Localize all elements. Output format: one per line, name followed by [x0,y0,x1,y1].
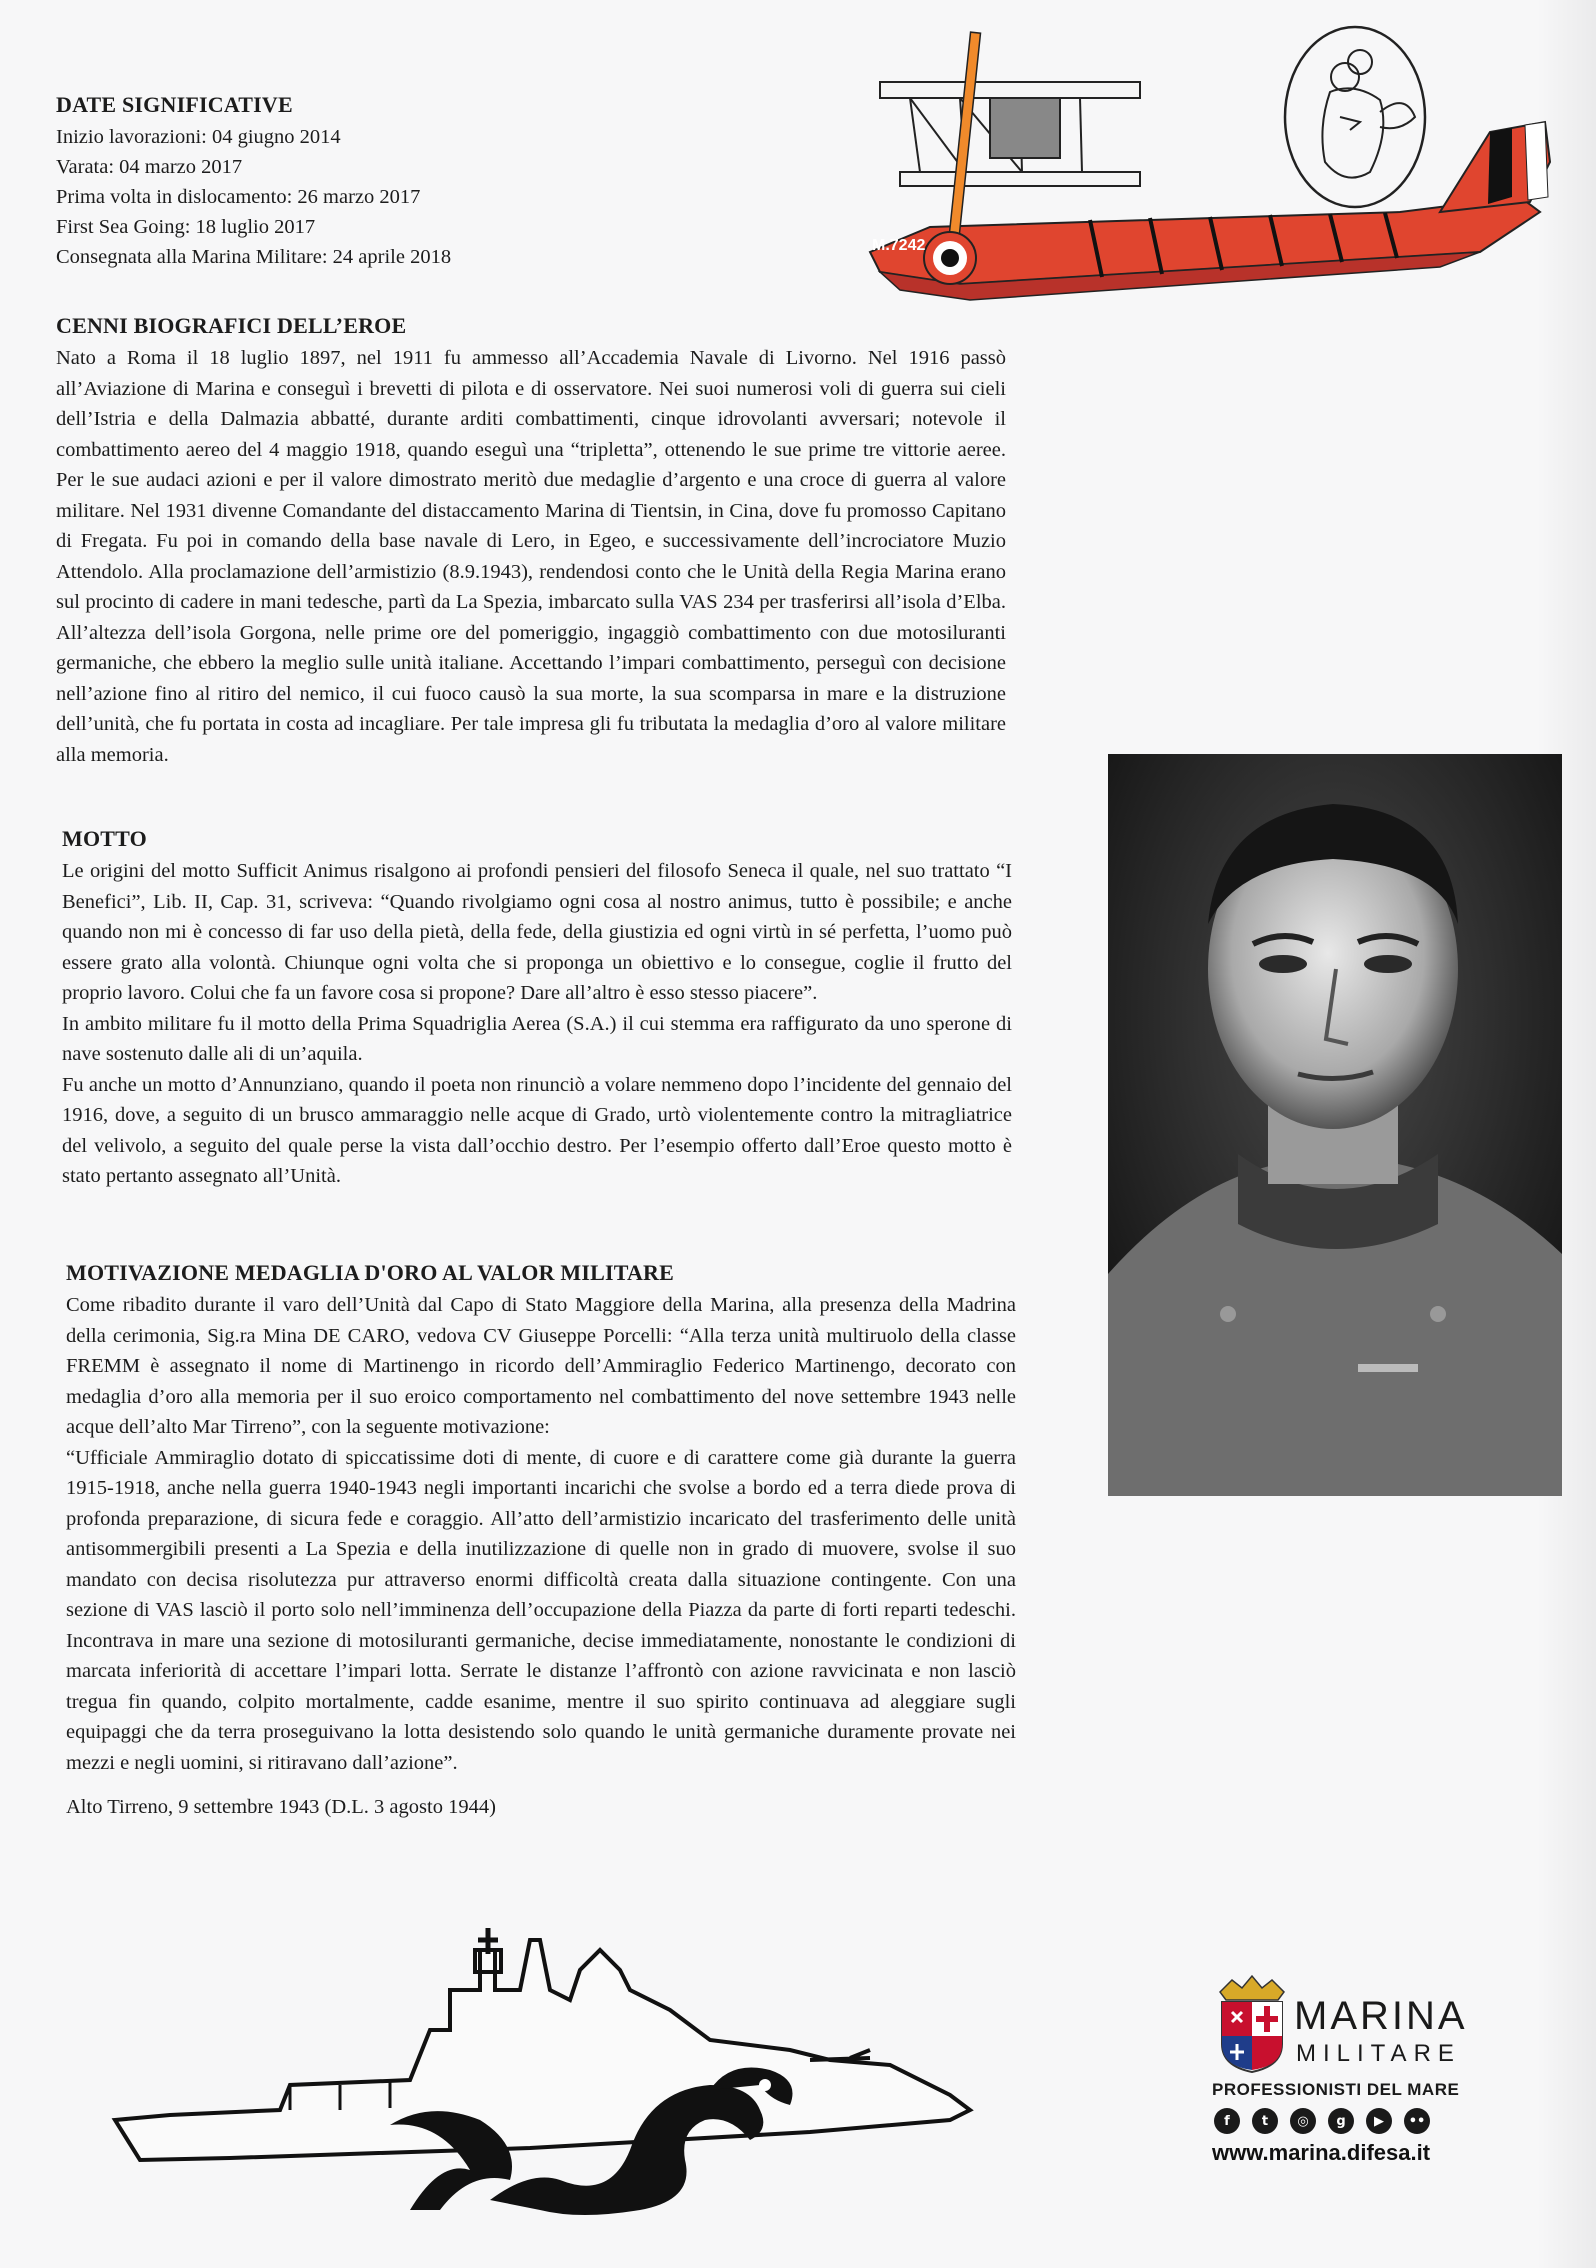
motto-section [62,826,1012,1192]
portrait-photo [1108,754,1562,1496]
logo-title: MARINA [1294,1994,1468,2038]
aircraft-serial: M.7242 [872,237,926,254]
medal-citation-section [66,1260,1016,1819]
medal-citation-title: MOTIVAZIONE MEDAGLIA D'ORO AL VALOR MILITARE [66,1260,675,1285]
motto-title: MOTTO [62,826,147,851]
medal-citation-intro: Come ribadito durante il varo dell’Unità dal Capo di Stato Maggiore della Marina, alla presenza della Madrina della cerimonia, Sig.ra Mina DE CARO, vedova CV Giuseppe Porcelli: “Alla terza unità multiruolo della classe FREMM è assegnato il nome di Martinengo in ricordo dell’Ammiraglio Federico Martinengo, decorato con medaglia d’oro alla memoria per il suo eroico comportamento nel combattimento del nove settembre 1943 nelle acque dell’alto Mar Tirreno”, con la seguente motivazione: [66,1294,1016,1438]
date-line: Consegnata alla Marina Militare: 24 aprile 2018 [56,246,452,268]
marina-militare-logo [1206,1970,1546,2170]
logo-subtitle: MILITARE [1296,2040,1461,2067]
medal-citation-signature: Alto Tirreno, 9 settembre 1943 (D.L. 3 agosto 1944) [66,1796,496,1818]
flickr-icon[interactable]: •• [1404,2108,1430,2134]
bio-title: CENNI BIOGRAFICI DELL’EROE [56,313,407,338]
naval-crest-icon [1212,1974,1292,2074]
date-line: First Sea Going: 18 luglio 2017 [56,216,316,238]
facebook-icon[interactable]: f [1214,2108,1240,2134]
googleplus-icon[interactable]: g [1328,2108,1354,2134]
youtube-icon[interactable]: ▶ [1366,2108,1392,2134]
motto-paragraph: In ambito militare fu il motto della Prima Squadriglia Aerea (S.A.) il cui stemma era raffigurato da uno sperone di nave sostenuto dalle ali di un’aquila. [62,1012,1012,1065]
dates-title: DATE SIGNIFICATIVE [56,92,293,117]
medal-citation-quote-block [66,1443,1016,1779]
motto-paragraph: Le origini del motto Sufficit Animus risalgono ai profondi pensieri del filosofo Seneca il quale, nel suo trattato “I Benefici”, Lib. II, Cap. 31, scriveva: “Quando rivolgiamo ogni cosa al nostro animus, tutto è possibile; e anche quando non mi è concesso di far uso della pietà, della fede, della giustizia ed ogni virtù in sé perfetta, l’uomo può essere grato alla volontà. Chiunque ogni volta che si proponga un obiettivo e lo consegue, coglie il frutto del proprio lavoro. Colui che fa un favore cosa si propone? Dare all’altro è esso stesso piacere”. [62,860,1012,1004]
date-line: Prima volta in dislocamento: 26 marzo 2017 [56,186,421,208]
bio-text: Nato a Roma il 18 luglio 1897, nel 1911 fu ammesso all’Accademia Navale di Livorno. Nel 1916 passò all’Aviazione di Marina e conseguì i brevetti di pilota e di osservatore. Nei suoi numerosi voli di guerra sui cieli dell’Istria e della Dalmazia abbatté, durante arditi combattimenti, cinque idrovolanti avversari; notevole il combattimento aereo del 4 maggio 1918, quando eseguì una “tripletta”, ottenendo le sue prime tre vittorie aeree. Per le sue audaci azioni e per il valore dimostrato meritò due medaglie d’argento e una croce di guerra al valore militare. Nel 1931 divenne Comandante del distaccamento Marina di Tientsin, in Cina, dove fu promosso Capitano di Fregata. Fu poi in comando della base navale di Lero, in Egeo, e successivamente dell’incrociatore Muzio Attendolo. Alla proclamazione dell’armistizio (8.9.1943), rendendosi conto che le Unità della Regia Marina erano sul procinto di cadere in mani tedesche, partì da La Spezia, imbarcato sulla VAS 234 per trasferirsi all’isola d’Elba. All’altezza dell’isola Gorgona, nelle prime ore del pomeriggio, ingaggiò combattimento con due motosiluranti germaniche, che ebbero la meglio sulle unità italiane. Accettando l’impari combattimento, perseguì con decisione nell’azione fino al ritiro del nemico, il cui fuoco causò la sua morte, la sua scomparsa in mare e la distruzione dell’unità, che fu portata in costa ad incagliare. Per tale impresa gli fu tributata la medaglia d’oro al valore militare alla memoria. [56,347,1006,766]
logo-tagline: PROFESSIONISTI DEL MARE [1212,2080,1460,2099]
instagram-icon[interactable]: ◎ [1290,2108,1316,2134]
bio-section [56,313,1006,770]
dates-section [56,92,451,272]
social-icons [1214,2108,1430,2134]
date-line: Varata: 04 marzo 2017 [56,156,243,178]
date-line: Inizio lavorazioni: 04 giugno 2014 [56,126,341,148]
seaplane-illustration [840,22,1560,322]
website-link[interactable]: www.marina.difesa.it [1212,2140,1431,2165]
motto-paragraph: Fu anche un motto d’Annunziano, quando il poeta non rinunciò a volare nemmeno dopo l’incidente del gennaio del 1916, dove, a seguito di un brusco ammaraggio nelle acque di Grado, urtò violentemente contro la mitragliatrice del velivolo, a seguito del quale perse la vista dall’occhio destro. Per l’esempio offerto dall’Eroe questo motto è stato pertanto assegnato all’Unità. [62,1073,1012,1187]
twitter-icon[interactable]: t [1252,2108,1278,2134]
ship-emblem-illustration [110,1910,990,2220]
medal-citation-quote: “Ufficiale Ammiraglio dotato di spiccatissime doti di mente, di cuore e di carattere come già durante la guerra 1915-1918, anche nella guerra 1940-1943 negli importanti incarichi che svolse a bordo ed a terra diede prova di profonda preparazione, di sicura fede e coraggio. All’atto dell’armistizio incaricato del trasferimento delle unità antisommergibili presenti a La Spezia e della inutilizzazione di quelle non in grado di muovere, svolse il suo mandato con decisa risolutezza pur attraverso enormi difficoltà creata dalla situazione contingente. Con una sezione di VAS lasciò il porto solo nell’imminenza dell’occupazione della Piazza da parte di forti reparti tedeschi. Incontrava in mare una sezione di motosiluranti germaniche, decise immediatamente, nonostante le condizioni di marcata inferiorità di accettare l’impari lotta. Serrate le distanze l’affrontò con azione ravvicinata e non lasciò tregua fin quando, colpito mortalmente, cadde esanime, mentre il suo spirito continuava ad aleggiare sugli equipaggi che da terra proseguivano la lotta desistendo solo quando le unità germaniche duramente provate nei mezzi e negli uomini, si ritiravano dall’azione”. [66,1446,1016,1774]
